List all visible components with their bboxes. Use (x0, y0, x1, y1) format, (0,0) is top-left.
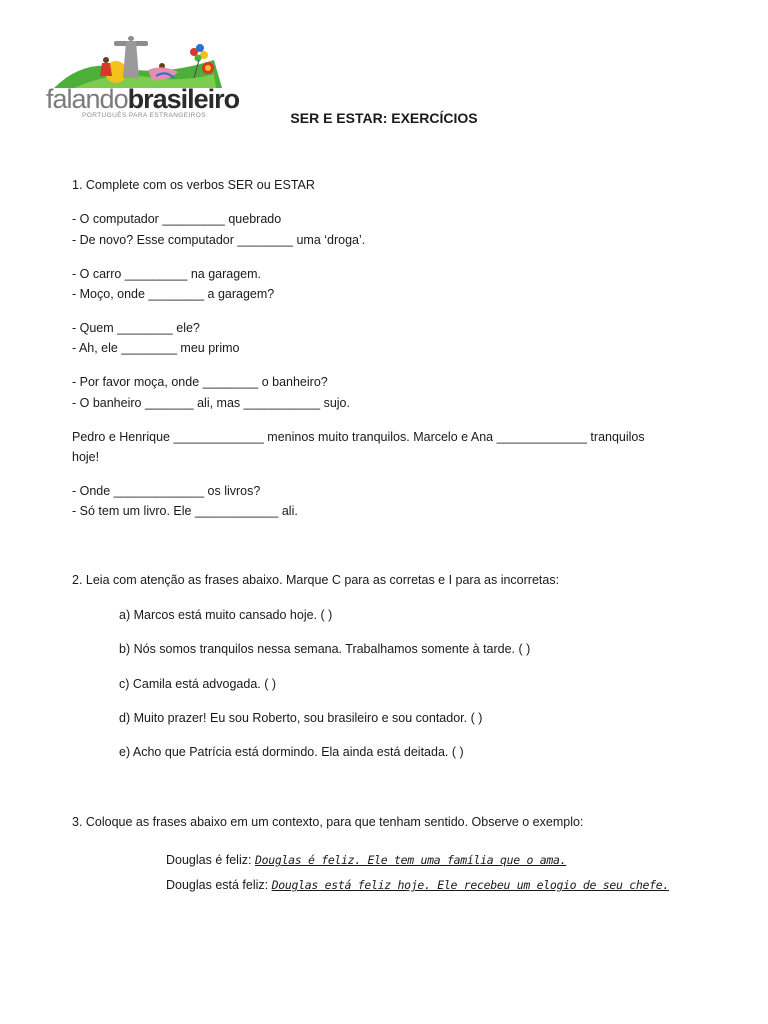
exercise-2-heading: 2. Leia com atenção as frases abaixo. Marque C para as corretas e I para as incorretas: (72, 573, 560, 587)
logo-word-light: falando (46, 84, 128, 114)
exercise-1-line: - Ah, ele ________ meu primo (72, 341, 240, 355)
rio-landmarks-logo-icon (44, 30, 234, 92)
example-answer: Douglas é feliz. Ele tem uma família que o ama. (254, 853, 567, 867)
example-prompt: Douglas está feliz: (166, 878, 269, 892)
example-answer: Douglas está feliz hoje. Ele recebeu um elogio de seu chefe. (271, 878, 670, 892)
exercise-1-heading: 1. Complete com os verbos SER ou ESTAR (72, 178, 315, 192)
logo-wordmark (46, 86, 239, 113)
exercise-1-line: - Só tem um livro. Ele ____________ ali. (72, 504, 298, 518)
exercise-2-item: b) Nós somos tranquilos nessa semana. Trabalhamos somente à tarde. ( ) (119, 642, 531, 656)
exercise-3-example (166, 852, 566, 868)
exercise-1-line: - Onde _____________ os livros? (72, 484, 261, 498)
logo-word-bold: brasileiro (127, 84, 240, 114)
logo-tagline: PORTUGUÊS PARA ESTRANGEIROS (82, 112, 206, 119)
exercise-3-heading: 3. Coloque as frases abaixo em um contexto, para que tenham sentido. Observe o exemplo: (72, 815, 584, 829)
exercise-3-example (166, 877, 669, 893)
page-title: SER E ESTAR: EXERCÍCIOS (290, 110, 478, 126)
exercise-2-item: e) Acho que Patrícia está dormindo. Ela ainda está deitada. ( ) (119, 745, 464, 759)
exercise-1-line: - Moço, onde ________ a garagem? (72, 287, 275, 301)
exercise-1-line: - Por favor moça, onde ________ o banheiro? (72, 375, 328, 389)
exercise-1-line: Pedro e Henrique _____________ meninos muito tranquilos. Marcelo e Ana _____________ tranquilos (72, 430, 645, 444)
exercise-1-line: - O carro _________ na garagem. (72, 267, 262, 281)
example-prompt: Douglas é feliz: (166, 853, 252, 867)
exercise-1-line: - O banheiro _______ ali, mas ___________ sujo. (72, 396, 350, 410)
exercise-1-line: hoje! (72, 450, 100, 464)
exercise-1-line: - Quem ________ ele? (72, 321, 200, 335)
exercise-2-item: c) Camila está advogada. ( ) (119, 677, 277, 691)
exercise-2-item: d) Muito prazer! Eu sou Roberto, sou brasileiro e sou contador. ( ) (119, 711, 483, 725)
exercise-2-item: a) Marcos está muito cansado hoje. ( ) (119, 608, 333, 622)
exercise-1-line: - O computador _________ quebrado (72, 212, 282, 226)
exercise-1-line: - De novo? Esse computador ________ uma ‘droga’. (72, 233, 366, 247)
